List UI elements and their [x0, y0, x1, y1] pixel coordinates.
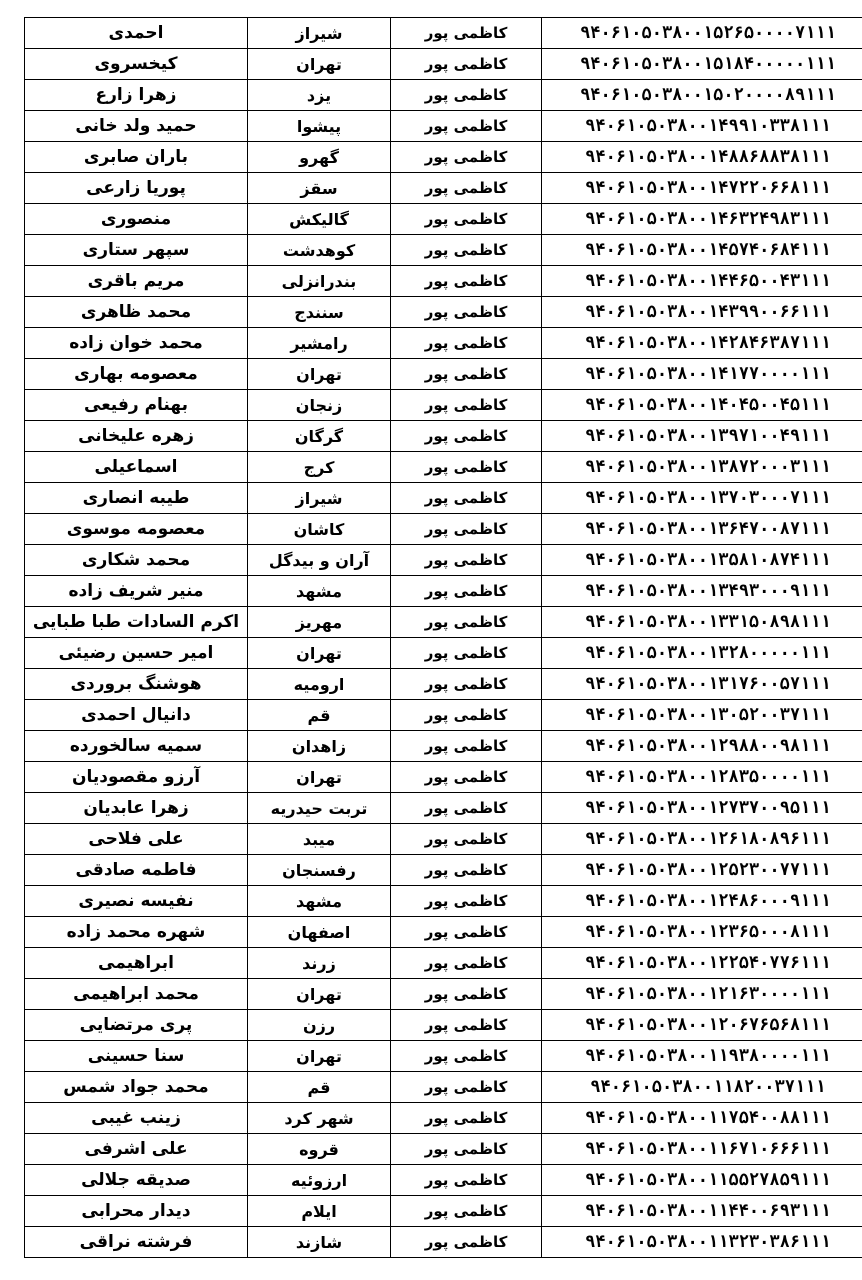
table-row	[25, 111, 862, 142]
person-name-cell: زهرا عابدیان	[25, 793, 248, 824]
table-row	[25, 173, 862, 204]
reference-code-cell: ۹۴۰۶۱۰۵۰۳۸۰۰۱۱۸۲۰۰۳۷۱۱۱	[542, 1072, 862, 1103]
table-row	[25, 390, 862, 421]
reference-code-cell: ۹۴۰۶۱۰۵۰۳۸۰۰۱۳۵۸۱۰۸۷۴۱۱۱	[542, 545, 862, 576]
city-cell: تهران	[248, 979, 391, 1010]
person-name-cell: محمد ظاهری	[25, 297, 248, 328]
table-row	[25, 1134, 862, 1165]
reference-code-cell: ۹۴۰۶۱۰۵۰۳۸۰۰۱۲۶۱۸۰۸۹۶۱۱۱	[542, 824, 862, 855]
city-cell: زرند	[248, 948, 391, 979]
person-name-cell: اسماعیلی	[25, 452, 248, 483]
person-name-cell: زهره علیخانی	[25, 421, 248, 452]
reference-code-cell: ۹۴۰۶۱۰۵۰۳۸۰۰۱۴۱۷۷۰۰۰۰۱۱۱	[542, 359, 862, 390]
agent-name-cell: کاظمی پور	[391, 948, 542, 979]
reference-code-cell: ۹۴۰۶۱۰۵۰۳۸۰۰۱۴۷۲۲۰۶۶۸۱۱۱	[542, 173, 862, 204]
person-name-cell: سنا حسینی	[25, 1041, 248, 1072]
records-table	[24, 17, 862, 1258]
person-name-cell: هوشنگ بروردی	[25, 669, 248, 700]
agent-name-cell: کاظمی پور	[391, 917, 542, 948]
table-row	[25, 1041, 862, 1072]
city-cell: تهران	[248, 762, 391, 793]
table-row	[25, 266, 862, 297]
reference-code-cell: ۹۴۰۶۱۰۵۰۳۸۰۰۱۳۳۱۵۰۸۹۸۱۱۱	[542, 607, 862, 638]
reference-code-cell: ۹۴۰۶۱۰۵۰۳۸۰۰۱۱۹۳۸۰۰۰۰۱۱۱	[542, 1041, 862, 1072]
reference-code-cell: ۹۴۰۶۱۰۵۰۳۸۰۰۱۳۱۷۶۰۰۵۷۱۱۱	[542, 669, 862, 700]
person-name-cell: دیدار محرابی	[25, 1196, 248, 1227]
agent-name-cell: کاظمی پور	[391, 80, 542, 111]
person-name-cell: سپهر ستاری	[25, 235, 248, 266]
table-row	[25, 359, 862, 390]
agent-name-cell: کاظمی پور	[391, 979, 542, 1010]
city-cell: کاشان	[248, 514, 391, 545]
agent-name-cell: کاظمی پور	[391, 452, 542, 483]
city-cell: رزن	[248, 1010, 391, 1041]
agent-name-cell: کاظمی پور	[391, 1134, 542, 1165]
person-name-cell: زهرا زارع	[25, 80, 248, 111]
reference-code-cell: ۹۴۰۶۱۰۵۰۳۸۰۰۱۳۴۹۳۰۰۰۹۱۱۱	[542, 576, 862, 607]
agent-name-cell: کاظمی پور	[391, 421, 542, 452]
person-name-cell: زینب غیبی	[25, 1103, 248, 1134]
agent-name-cell: کاظمی پور	[391, 576, 542, 607]
table-row	[25, 483, 862, 514]
reference-code-cell: ۹۴۰۶۱۰۵۰۳۸۰۰۱۱۶۷۱۰۶۶۶۱۱۱	[542, 1134, 862, 1165]
agent-name-cell: کاظمی پور	[391, 824, 542, 855]
agent-name-cell: کاظمی پور	[391, 1196, 542, 1227]
table-row	[25, 762, 862, 793]
city-cell: یزد	[248, 80, 391, 111]
person-name-cell: پری مرتضایی	[25, 1010, 248, 1041]
table-row	[25, 638, 862, 669]
agent-name-cell: کاظمی پور	[391, 1072, 542, 1103]
table-row	[25, 917, 862, 948]
agent-name-cell: کاظمی پور	[391, 514, 542, 545]
person-name-cell: دانیال احمدی	[25, 700, 248, 731]
agent-name-cell: کاظمی پور	[391, 328, 542, 359]
reference-code-cell: ۹۴۰۶۱۰۵۰۳۸۰۰۱۵۰۲۰۰۰۰۸۹۱۱۱	[542, 80, 862, 111]
table-row	[25, 855, 862, 886]
agent-name-cell: کاظمی پور	[391, 669, 542, 700]
agent-name-cell: کاظمی پور	[391, 793, 542, 824]
agent-name-cell: کاظمی پور	[391, 731, 542, 762]
agent-name-cell: کاظمی پور	[391, 359, 542, 390]
table-row	[25, 452, 862, 483]
agent-name-cell: کاظمی پور	[391, 545, 542, 576]
city-cell: ایلام	[248, 1196, 391, 1227]
reference-code-cell: ۹۴۰۶۱۰۵۰۳۸۰۰۱۲۷۳۷۰۰۹۵۱۱۱	[542, 793, 862, 824]
reference-code-cell: ۹۴۰۶۱۰۵۰۳۸۰۰۱۴۲۸۴۶۳۸۷۱۱۱	[542, 328, 862, 359]
agent-name-cell: کاظمی پور	[391, 638, 542, 669]
city-cell: تهران	[248, 638, 391, 669]
table-row	[25, 824, 862, 855]
city-cell: اصفهان	[248, 917, 391, 948]
table-row	[25, 607, 862, 638]
agent-name-cell: کاظمی پور	[391, 390, 542, 421]
agent-name-cell: کاظمی پور	[391, 235, 542, 266]
reference-code-cell: ۹۴۰۶۱۰۵۰۳۸۰۰۱۲۵۲۳۰۰۷۷۱۱۱	[542, 855, 862, 886]
reference-code-cell: ۹۴۰۶۱۰۵۰۳۸۰۰۱۴۰۴۵۰۰۴۵۱۱۱	[542, 390, 862, 421]
agent-name-cell: کاظمی پور	[391, 142, 542, 173]
city-cell: مشهد	[248, 576, 391, 607]
person-name-cell: حمید ولد خانی	[25, 111, 248, 142]
city-cell: تهران	[248, 49, 391, 80]
city-cell: کرج	[248, 452, 391, 483]
agent-name-cell: کاظمی پور	[391, 607, 542, 638]
city-cell: مهریز	[248, 607, 391, 638]
reference-code-cell: ۹۴۰۶۱۰۵۰۳۸۰۰۱۱۴۴۰۰۶۹۳۱۱۱	[542, 1196, 862, 1227]
city-cell: رامشیر	[248, 328, 391, 359]
person-name-cell: محمد ابراهیمی	[25, 979, 248, 1010]
reference-code-cell: ۹۴۰۶۱۰۵۰۳۸۰۰۱۳۸۷۲۰۰۰۳۱۱۱	[542, 452, 862, 483]
reference-code-cell: ۹۴۰۶۱۰۵۰۳۸۰۰۱۲۱۶۳۰۰۰۰۱۱۱	[542, 979, 862, 1010]
agent-name-cell: کاظمی پور	[391, 173, 542, 204]
table-row	[25, 328, 862, 359]
person-name-cell: مریم باقری	[25, 266, 248, 297]
city-cell: قم	[248, 1072, 391, 1103]
agent-name-cell: کاظمی پور	[391, 1165, 542, 1196]
reference-code-cell: ۹۴۰۶۱۰۵۰۳۸۰۰۱۱۳۲۳۰۳۸۶۱۱۱	[542, 1227, 862, 1258]
agent-name-cell: کاظمی پور	[391, 483, 542, 514]
agent-name-cell: کاظمی پور	[391, 1041, 542, 1072]
person-name-cell: باران صابری	[25, 142, 248, 173]
person-name-cell: محمد جواد شمس	[25, 1072, 248, 1103]
table-row	[25, 1165, 862, 1196]
agent-name-cell: کاظمی پور	[391, 204, 542, 235]
person-name-cell: فرشته نراقی	[25, 1227, 248, 1258]
person-name-cell: طیبه انصاری	[25, 483, 248, 514]
person-name-cell: علی فلاحی	[25, 824, 248, 855]
city-cell: زنجان	[248, 390, 391, 421]
person-name-cell: احمدی	[25, 18, 248, 49]
table-row	[25, 948, 862, 979]
agent-name-cell: کاظمی پور	[391, 1010, 542, 1041]
agent-name-cell: کاظمی پور	[391, 762, 542, 793]
agent-name-cell: کاظمی پور	[391, 266, 542, 297]
agent-name-cell: کاظمی پور	[391, 111, 542, 142]
table-row	[25, 297, 862, 328]
person-name-cell: محمد شکاری	[25, 545, 248, 576]
agent-name-cell: کاظمی پور	[391, 886, 542, 917]
reference-code-cell: ۹۴۰۶۱۰۵۰۳۸۰۰۱۴۶۳۲۴۹۸۳۱۱۱	[542, 204, 862, 235]
person-name-cell: شهره محمد زاده	[25, 917, 248, 948]
reference-code-cell: ۹۴۰۶۱۰۵۰۳۸۰۰۱۲۲۵۴۰۷۷۶۱۱۱	[542, 948, 862, 979]
person-name-cell: معصومه موسوی	[25, 514, 248, 545]
person-name-cell: علی اشرفی	[25, 1134, 248, 1165]
agent-name-cell: کاظمی پور	[391, 1227, 542, 1258]
person-name-cell: صدیقه جلالی	[25, 1165, 248, 1196]
table-row	[25, 793, 862, 824]
table-row	[25, 49, 862, 80]
reference-code-cell: ۹۴۰۶۱۰۵۰۳۸۰۰۱۵۱۸۴۰۰۰۰۰۱۱۱	[542, 49, 862, 80]
reference-code-cell: ۹۴۰۶۱۰۵۰۳۸۰۰۱۲۰۶۷۶۵۶۸۱۱۱	[542, 1010, 862, 1041]
city-cell: شیراز	[248, 18, 391, 49]
city-cell: تهران	[248, 359, 391, 390]
table-row	[25, 731, 862, 762]
table-row	[25, 80, 862, 111]
reference-code-cell: ۹۴۰۶۱۰۵۰۳۸۰۰۱۴۴۶۵۰۰۴۳۱۱۱	[542, 266, 862, 297]
city-cell: ارزوئیه	[248, 1165, 391, 1196]
reference-code-cell: ۹۴۰۶۱۰۵۰۳۸۰۰۱۱۷۵۴۰۰۸۸۱۱۱	[542, 1103, 862, 1134]
city-cell: شهر کرد	[248, 1103, 391, 1134]
table-row	[25, 545, 862, 576]
person-name-cell: نفیسه نصیری	[25, 886, 248, 917]
table-row	[25, 576, 862, 607]
person-name-cell: فاطمه صادقی	[25, 855, 248, 886]
table-row	[25, 1196, 862, 1227]
city-cell: گالیکش	[248, 204, 391, 235]
reference-code-cell: ۹۴۰۶۱۰۵۰۳۸۰۰۱۲۹۸۸۰۰۹۸۱۱۱	[542, 731, 862, 762]
reference-code-cell: ۹۴۰۶۱۰۵۰۳۸۰۰۱۲۴۸۶۰۰۰۹۱۱۱	[542, 886, 862, 917]
city-cell: گهرو	[248, 142, 391, 173]
table-row	[25, 204, 862, 235]
city-cell: میبد	[248, 824, 391, 855]
agent-name-cell: کاظمی پور	[391, 855, 542, 886]
table-row	[25, 1103, 862, 1134]
reference-code-cell: ۹۴۰۶۱۰۵۰۳۸۰۰۱۴۵۷۴۰۶۸۴۱۱۱	[542, 235, 862, 266]
agent-name-cell: کاظمی پور	[391, 18, 542, 49]
reference-code-cell: ۹۴۰۶۱۰۵۰۳۸۰۰۱۳۰۵۲۰۰۳۷۱۱۱	[542, 700, 862, 731]
city-cell: مشهد	[248, 886, 391, 917]
table-row	[25, 1227, 862, 1258]
city-cell: رفسنجان	[248, 855, 391, 886]
city-cell: شازند	[248, 1227, 391, 1258]
reference-code-cell: ۹۴۰۶۱۰۵۰۳۸۰۰۱۳۶۴۷۰۰۸۷۱۱۱	[542, 514, 862, 545]
reference-code-cell: ۹۴۰۶۱۰۵۰۳۸۰۰۱۴۸۸۶۸۸۳۸۱۱۱	[542, 142, 862, 173]
reference-code-cell: ۹۴۰۶۱۰۵۰۳۸۰۰۱۲۳۶۵۰۰۰۸۱۱۱	[542, 917, 862, 948]
city-cell: شیراز	[248, 483, 391, 514]
table-row	[25, 979, 862, 1010]
table-row	[25, 235, 862, 266]
city-cell: گرگان	[248, 421, 391, 452]
person-name-cell: منیر شریف زاده	[25, 576, 248, 607]
city-cell: قروه	[248, 1134, 391, 1165]
table-row	[25, 514, 862, 545]
person-name-cell: کیخسروی	[25, 49, 248, 80]
person-name-cell: پوریا زارعی	[25, 173, 248, 204]
reference-code-cell: ۹۴۰۶۱۰۵۰۳۸۰۰۱۵۲۶۵۰۰۰۰۷۱۱۱	[542, 18, 862, 49]
person-name-cell: اکرم السادات طبا طبایی	[25, 607, 248, 638]
records-table-body	[25, 18, 862, 1258]
person-name-cell: محمد خوان زاده	[25, 328, 248, 359]
agent-name-cell: کاظمی پور	[391, 700, 542, 731]
person-name-cell: منصوری	[25, 204, 248, 235]
reference-code-cell: ۹۴۰۶۱۰۵۰۳۸۰۰۱۳۲۸۰۰۰۰۰۱۱۱	[542, 638, 862, 669]
table-row	[25, 886, 862, 917]
reference-code-cell: ۹۴۰۶۱۰۵۰۳۸۰۰۱۲۸۳۵۰۰۰۰۱۱۱	[542, 762, 862, 793]
city-cell: زاهدان	[248, 731, 391, 762]
city-cell: بندرانزلی	[248, 266, 391, 297]
table-row	[25, 1072, 862, 1103]
table-row	[25, 1010, 862, 1041]
reference-code-cell: ۹۴۰۶۱۰۵۰۳۸۰۰۱۴۹۹۱۰۳۳۸۱۱۱	[542, 111, 862, 142]
table-row	[25, 700, 862, 731]
agent-name-cell: کاظمی پور	[391, 49, 542, 80]
city-cell: ارومیه	[248, 669, 391, 700]
reference-code-cell: ۹۴۰۶۱۰۵۰۳۸۰۰۱۱۵۵۲۷۸۵۹۱۱۱	[542, 1165, 862, 1196]
city-cell: قم	[248, 700, 391, 731]
person-name-cell: ابراهیمی	[25, 948, 248, 979]
table-row	[25, 142, 862, 173]
reference-code-cell: ۹۴۰۶۱۰۵۰۳۸۰۰۱۳۷۰۳۰۰۰۷۱۱۱	[542, 483, 862, 514]
city-cell: پیشوا	[248, 111, 391, 142]
city-cell: سقز	[248, 173, 391, 204]
person-name-cell: معصومه بهاری	[25, 359, 248, 390]
table-row	[25, 669, 862, 700]
city-cell: کوهدشت	[248, 235, 391, 266]
city-cell: تربت حیدریه	[248, 793, 391, 824]
city-cell: سنندج	[248, 297, 391, 328]
agent-name-cell: کاظمی پور	[391, 297, 542, 328]
reference-code-cell: ۹۴۰۶۱۰۵۰۳۸۰۰۱۴۳۹۹۰۰۶۶۱۱۱	[542, 297, 862, 328]
person-name-cell: آرزو مقصودیان	[25, 762, 248, 793]
city-cell: آران و بیدگل	[248, 545, 391, 576]
person-name-cell: سمیه سالخورده	[25, 731, 248, 762]
table-row	[25, 421, 862, 452]
person-name-cell: بهنام رفیعی	[25, 390, 248, 421]
agent-name-cell: کاظمی پور	[391, 1103, 542, 1134]
reference-code-cell: ۹۴۰۶۱۰۵۰۳۸۰۰۱۳۹۷۱۰۰۴۹۱۱۱	[542, 421, 862, 452]
city-cell: تهران	[248, 1041, 391, 1072]
person-name-cell: امیر حسین رضیئی	[25, 638, 248, 669]
table-row	[25, 18, 862, 49]
